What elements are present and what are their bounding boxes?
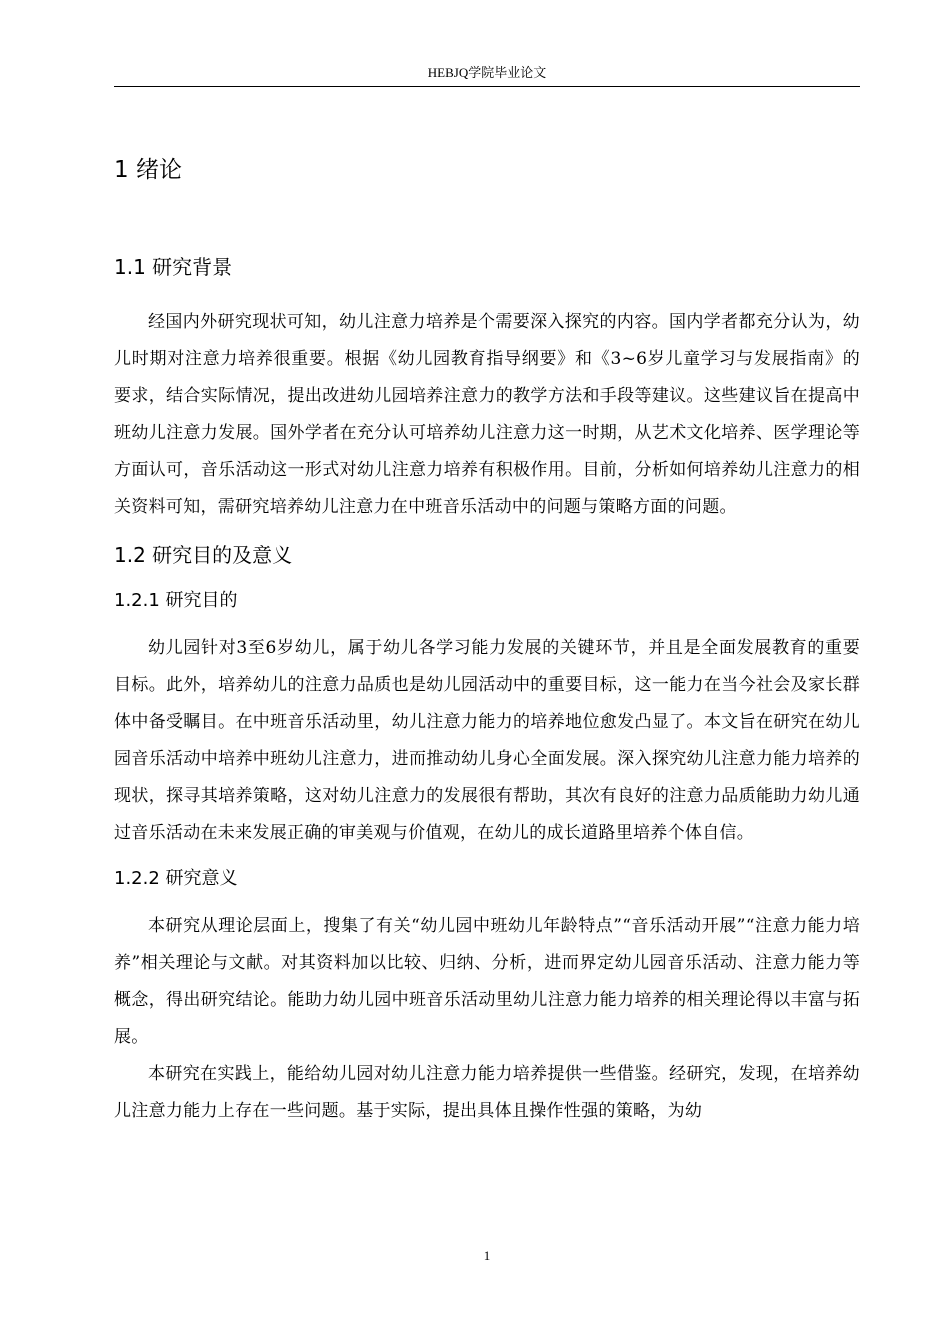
- paragraph-significance-theory: 本研究从理论层面上，搜集了有关“幼儿园中班幼儿年龄特点”“音乐活动开展”“注意力能力培养”相关理论与文献。对其资料加以比较、归纳、分析，进而界定幼儿园音乐活动、注意力能力等概念，得出研究结论。能助力幼儿园中班音乐活动里幼儿注意力能力培养的相关理论得以丰富与拓展。: [114, 916, 860, 1047]
- document-body: [114, 150, 860, 1130]
- subsection-title-significance: 1.2.2 研究意义: [114, 868, 238, 889]
- paragraph-significance-practice: 本研究在实践上，能给幼儿园对幼儿注意力能力培养提供一些借鉴。经研究，发现，在培养幼儿注意力能力上存在一些问题。基于实际，提出具体且操作性强的策略，为幼: [114, 1064, 860, 1121]
- paragraph-background: 经国内外研究现状可知，幼儿注意力培养是个需要深入探究的内容。国内学者都充分认为，幼儿时期对注意力培养很重要。根据《幼儿园教育指导纲要》和《3~6岁儿童学习与发展指南》的要求，结合实际情况，提出改进幼儿园培养注意力的教学方法和手段等建议。这些建议旨在提高中班幼儿注意力发展。国外学者在充分认可培养幼儿注意力这一时期，从艺术文化培养、医学理论等方面认可，音乐活动这一形式对幼儿注意力培养有积极作用。目前，分析如何培养幼儿注意力的相关资料可知，需研究培养幼儿注意力在中班音乐活动中的问题与策略方面的问题。: [114, 312, 860, 517]
- subsection-title-purpose: 1.2.1 研究目的: [114, 590, 238, 611]
- header-divider: [114, 86, 860, 87]
- page-number: 1: [483, 1248, 491, 1263]
- page-header: HEBJQ学院毕业论文: [427, 65, 547, 80]
- section-title-purpose-significance: 1.2 研究目的及意义: [114, 543, 293, 567]
- chapter-title: 1 绪论: [114, 157, 182, 183]
- paragraph-purpose: 幼儿园针对3至6岁幼儿，属于幼儿各学习能力发展的关键环节，并且是全面发展教育的重要目标。此外，培养幼儿的注意力品质也是幼儿园活动中的重要目标，这一能力在当今社会及家长群体中备受瞩目。在中班音乐活动里，幼儿注意力能力的培养地位愈发凸显了。本文旨在研究在幼儿园音乐活动中培养中班幼儿注意力，进而推动幼儿身心全面发展。深入探究幼儿注意力能力培养的现状，探寻其培养策略，这对幼儿注意力的发展很有帮助，其次有良好的注意力品质能助力幼儿通过音乐活动在未来发展正确的审美观与价值观，在幼儿的成长道路里培养个体自信。: [114, 638, 860, 843]
- section-title-background: 1.1 研究背景: [114, 255, 233, 279]
